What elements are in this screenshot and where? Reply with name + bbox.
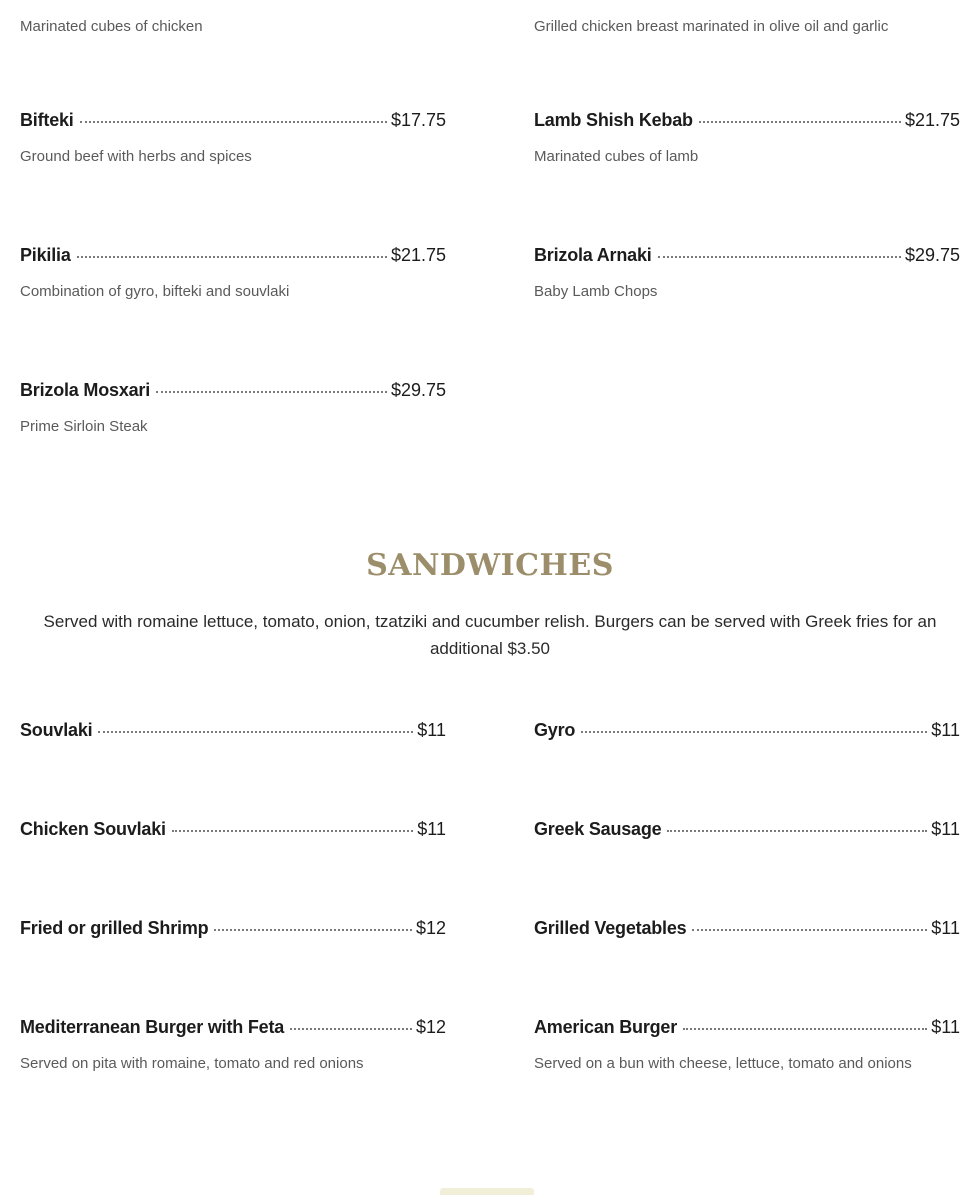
menu-item-chicken-souvlaki [20,819,446,845]
item-price: $21.75 [904,110,960,130]
next-section-heading-edge [440,1188,534,1195]
item-description: Grilled chicken breast marinated in olive oil and garlic [534,18,889,35]
section-title: SANDWICHES [366,548,614,583]
menu-item-grilled-vegetables [534,918,960,944]
menu-item-gyro [534,720,960,746]
item-name: Greek Sausage [534,819,662,839]
item-name: Bifteki [20,110,74,130]
item-name: Pikilia [20,245,71,265]
menu-item-souvlaki [20,720,446,746]
menu-item-mediterranean-burger [20,1017,446,1072]
dotted-leader [290,1027,412,1030]
dotted-leader [699,120,901,123]
item-description: Marinated cubes of chicken [20,18,203,35]
item-description: Combination of gyro, bifteki and souvlaki [20,283,290,300]
item-price: $29.75 [390,380,446,400]
item-description: Served on a bun with cheese, lettuce, tomato and onions [534,1055,912,1072]
item-price: $17.75 [390,110,446,130]
menu-item-brizola-arnaki [534,245,960,300]
item-name: Souvlaki [20,720,93,740]
dotted-leader [658,255,901,258]
item-description: Marinated cubes of lamb [534,148,699,165]
menu-item-bifteki [20,110,446,165]
item-price: $29.75 [904,245,960,265]
menu-item-pikilia [20,245,446,300]
dotted-leader [156,390,387,393]
dotted-leader [581,730,927,733]
item-price: $21.75 [390,245,446,265]
item-price: $11 [931,1017,960,1037]
dotted-leader [214,928,412,931]
item-description: Ground beef with herbs and spices [20,148,252,165]
item-name: Brizola Arnaki [534,245,652,265]
item-price: $11 [931,918,960,938]
item-price: $11 [417,720,446,740]
item-price: $11 [931,819,960,839]
dotted-leader [98,730,413,733]
item-price: $12 [415,1017,446,1037]
dotted-leader [77,255,387,258]
menu-item-lamb-shish-kebab [534,110,960,165]
item-name: Mediterranean Burger with Feta [20,1017,285,1037]
dotted-leader [692,928,927,931]
dotted-leader [80,120,387,123]
item-description: Served on pita with romaine, tomato and red onions [20,1055,364,1072]
item-name: American Burger [534,1017,678,1037]
item-name: Grilled Vegetables [534,918,687,938]
item-price: $12 [415,918,446,938]
section-description: Served with romaine lettuce, tomato, onion, tzatziki and cucumber relish. Burgers can be served with Greek fries for an additional $3.50 [43,612,937,658]
item-description: Prime Sirloin Steak [20,418,148,435]
item-name: Brizola Mosxari [20,380,151,400]
item-name: Lamb Shish Kebab [534,110,693,130]
menu-item-fried-grilled-shrimp [20,918,446,944]
item-name: Fried or grilled Shrimp [20,918,209,938]
item-price: $11 [417,819,446,839]
menu-item-american-burger [534,1017,960,1072]
menu-item-brizola-mosxari [20,380,446,435]
dotted-leader [683,1027,927,1030]
dotted-leader [667,829,927,832]
item-price: $11 [931,720,960,740]
item-name: Gyro [534,720,576,740]
item-description: Baby Lamb Chops [534,283,658,300]
item-name: Chicken Souvlaki [20,819,166,839]
dotted-leader [172,829,413,832]
menu-item-greek-sausage [534,819,960,845]
